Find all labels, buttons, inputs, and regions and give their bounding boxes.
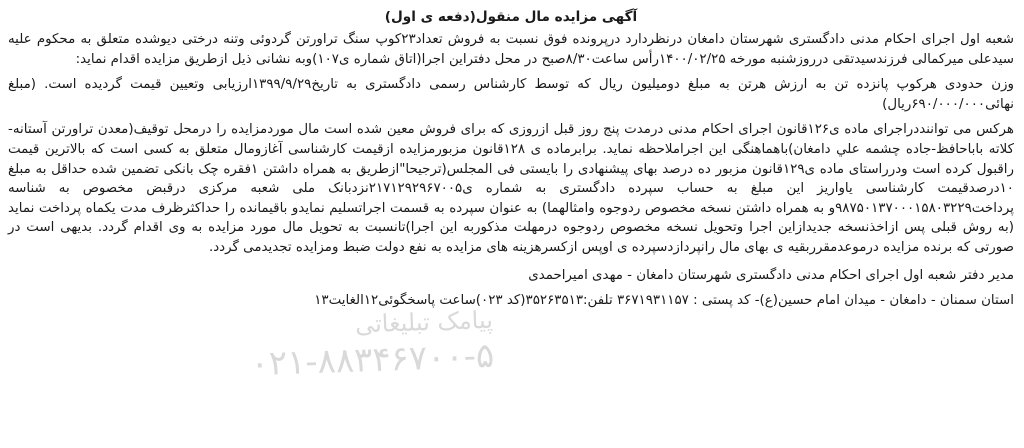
- watermark-line-1: پیامک تبلیغاتی: [354, 305, 494, 339]
- auction-notice: [8, 4, 1014, 444]
- paragraph-valuation: وزن حدودی هرکوپ پانزده تن به ارزش هرتن به مبلغ دومیلیون ریال که توسط کارشناس رسمی دادگستری به تاریخ۱۳۹۹/۹/۲۹ارزیابی وتعیین قیمت گردیده است. (مبلغ نهائی۶۹۰/۰۰۰/۰۰۰ریال): [8, 77, 1014, 112]
- paragraph-conditions: هرکس می تواننددراجرای ماده ی۱۲۶قانون اجرای احکام مدنی درمدت پنج روز قبل ازروزی که برای فروش معین شده است مال موردمزایده را درمحل توقیف(معدن تراورتن آستانه-کلاته باباحافظ-جاده چشمه علي دامغان)باهماهنگی این اجراملاحظه نماید. برابرماده ی ۱۲۸قانون مزبورمزایده ازقیمت کارشناسی آغازومال متعلق به کسی است که بالاترین قیمت راقبول کرده است ودرراستای ماده ی۱۲۹قانون مزبور ده درصد بهای پیشنهادی را بایستی فی المجلس(ترجیحا"ازطریق به همراه داشتن ۱فقره چک بانکی تضمین شده حداقل به مبلغ ۱۰درصدقیمت کارشناسی یاواریز این مبلغ به حساب سپرده دادگستری به شماره ی۲۱۷۱۲۹۲۹۶۷۰۰۵نزدبانک ملی شعبه مرکزی درقبض مخصوص به شناسه پرداخت۹۸۷۵۰۱۳۷۰۰۰۱۵۸۰۳۲۲۹و به همراه داشتن نسخه مخصوص ردوجوه وامثالهما) به عنوان سپرده به قسمت اجراتسلیم نمایدو باقیمانده را حداکثرظرف مدت یکماه پرداخت نماید (به روش قبلی پس ازاخذنسخه جدیدازاین اجرا وتحویل نسخه مخصوص ردوجوه درمهلت مذکوربه این اجرا)تانسبت به تحویل مال مورد مزایده به وی اقدام گردد. بدیهی است در صورتی که برنده مزایده درموعدمقرربقیه ی بهای مال رانپردازدسپرده ی اوپس ازکسرهزینه های مزایده به نفع دولت ضبط ومزایده تجدیدمی گردد.: [8, 122, 1014, 255]
- notice-title: آگهی مزایده مال منقول(دفعه ی اول): [384, 9, 638, 25]
- address-line: استان سمنان - دامغان - میدان امام حسین(ع)- کد پستی : ۳۶۷۱۹۳۱۱۵۷ تلفن:۳۵۲۶۳۵۱۳(کد ۰۲۳)ساعت پاسخگوئی۱۲الغایت۱۳: [314, 293, 1014, 309]
- watermark-line-2: ۰۲۱-۸۸۳۴۶۷۰۰-۵: [249, 335, 495, 385]
- paragraph-intro: شعبه اول اجرای احکام مدنی دادگستری شهرستان دامغان درنظردارد درپرونده فوق نسبت به فروش تعداد۲۳کوپ سنگ تراورتن گردوئی وتنه درختی دیوشده متعلق به محکوم علیه سیدعلی میرکمالی فرزندسیدتقی درروزشنبه مورخه ۱۴۰۰/۰۲/۲۵رأس ساعت۸/۳۰صبح در محل دفتراین اجرا(اتاق شماره ی۱۰۷)وبه نشانی ذیل ازطریق مزایده اقدام نماید:: [8, 32, 1015, 67]
- signature-line: مدیر دفتر شعبه اول اجرای احکام مدنی دادگستری شهرستان دامغان - مهدی امیراحمدی: [528, 267, 1014, 283]
